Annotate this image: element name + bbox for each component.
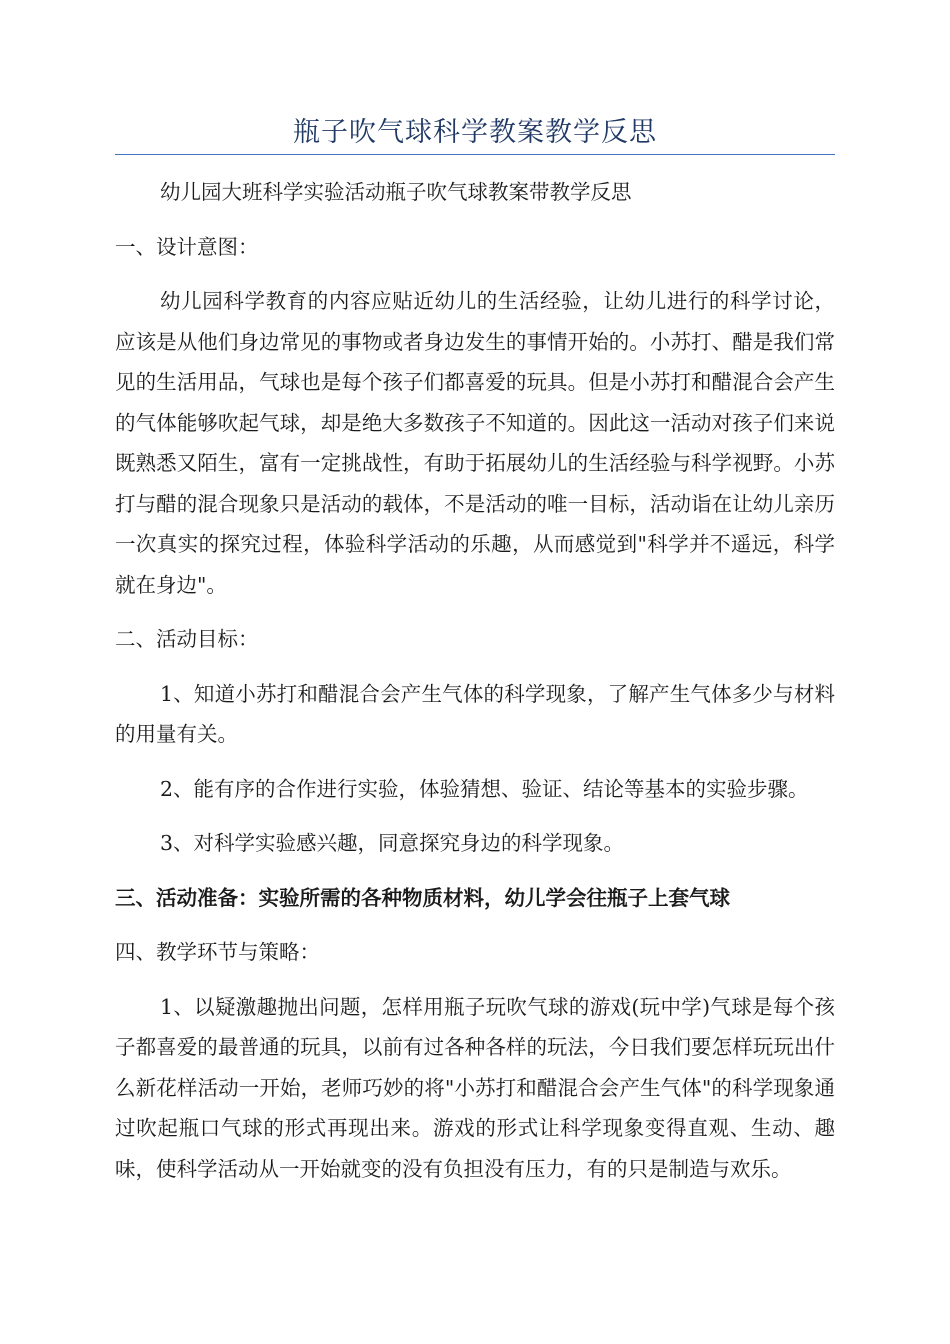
section-heading-preparation: 三、活动准备：实验所需的各种物质材料，幼儿学会往瓶子上套气球 xyxy=(115,885,730,910)
subtitle-paragraph: 幼儿园大班科学实验活动瓶子吹气球教案带教学反思 xyxy=(160,180,632,204)
document-title: 瓶子吹气球科学教案教学反思 xyxy=(293,117,657,148)
section-heading-teaching-steps: 四、教学环节与策略： xyxy=(115,940,320,964)
goal-item-2: 2、能有序的合作进行实验，体验猜想、验证、结论等基本的实验步骤。 xyxy=(160,776,809,801)
document-body xyxy=(115,172,835,1203)
goal-item-1: 1、知道小苏打和醋混合会产生气体的科学现象，了解产生气体多少与材料的用量有关。 xyxy=(115,681,835,746)
body-paragraph: 幼儿园科学教育的内容应贴近幼儿的生活经验，让幼儿进行的科学讨论，应该是从他们身边常见的事物或者身边发生的事情开始的。小苏打、醋是我们常见的生活用品，气球也是每个孩子们都喜爱的玩具。但是小苏打和醋混合会产生的气体能够吹起气球，却是绝大多数孩子不知道的。因此这一活动对孩子们来说既熟悉又陌生，富有一定挑战性，有助于拓展幼儿的生活经验与科学视野。小苏打与醋的混合现象只是活动的载体，不是活动的唯一目标，活动诣在让幼儿亲历一次真实的探究过程，体验科学活动的乐趣，从而感觉到"科学并不遥远，科学就在身边"。 xyxy=(115,289,835,597)
step-item-1: 1、以疑激趣抛出问题，怎样用瓶子玩吹气球的游戏(玩中学)气球是每个孩子都喜爱的最普通的玩具，以前有过各种各样的玩法，今日我们要怎样玩玩出什么新花样活动一开始，老师巧妙的将"小苏打和醋混合会产生气体"的科学现象通过吹起瓶口气球的形式再现出来。游戏的形式让科学现象变得直观、生动、趣味，使科学活动从一开始就变的没有负担没有压力，有的只是制造与欢乐。 xyxy=(115,994,835,1181)
title-underline xyxy=(115,154,835,155)
goal-item-3: 3、对科学实验感兴趣，同意探究身边的科学现象。 xyxy=(160,831,625,855)
section-heading-goals: 二、活动目标： xyxy=(115,627,259,651)
section-heading-design-intent: 一、设计意图： xyxy=(115,234,259,259)
